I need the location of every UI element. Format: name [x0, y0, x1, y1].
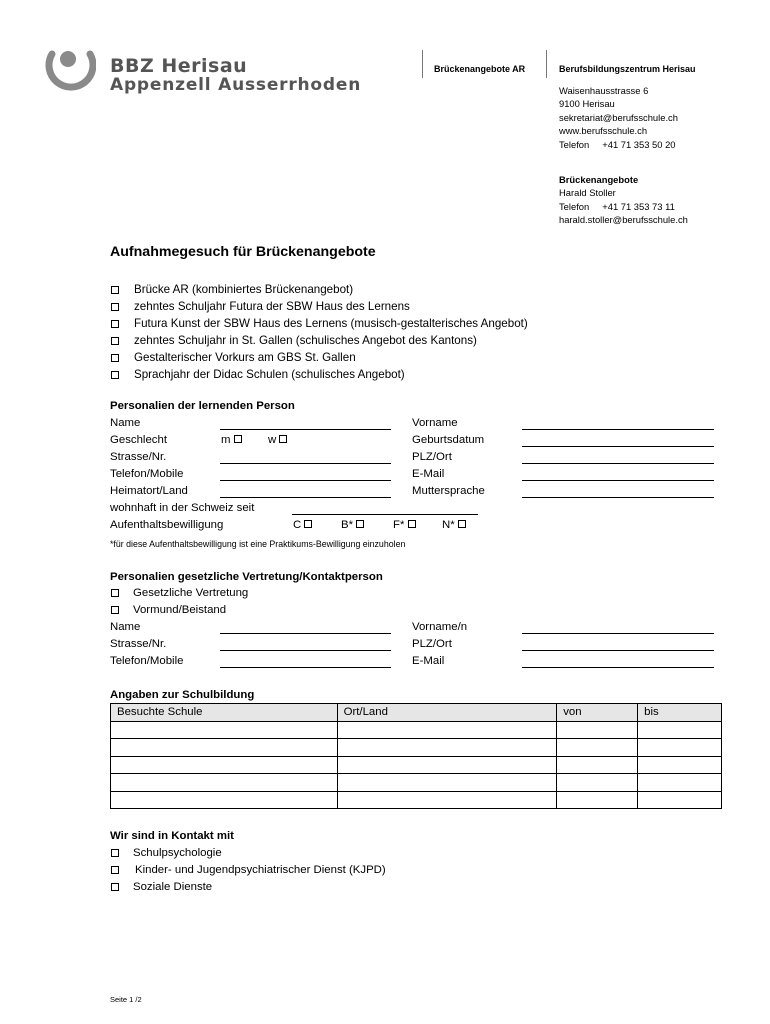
table-cell[interactable] — [337, 756, 557, 774]
address-phone: Telefon +41 71 353 50 20 — [559, 138, 676, 150]
program-options — [110, 281, 528, 383]
table-cell[interactable] — [557, 739, 638, 757]
geburtsdatum-field[interactable] — [522, 446, 714, 447]
table-header-row — [111, 704, 722, 722]
contact-name: Harald Stoller — [559, 187, 616, 199]
vorname-field[interactable] — [522, 429, 714, 430]
label-heimatort: Heimatort/Land — [110, 485, 188, 497]
email-field[interactable] — [522, 480, 714, 481]
option-soziale-dienste[interactable]: Soziale Dienste — [111, 881, 212, 893]
label-vorname: Vorname — [412, 417, 458, 429]
permit-b-option[interactable]: B* — [341, 519, 364, 531]
checkbox[interactable] — [279, 435, 287, 443]
permit-footnote: *für diese Aufenthaltsbewilligung ist eine Praktikums-Bewilligung einzuholen — [110, 539, 406, 549]
form-title: Aufnahmegesuch für Brückenangebote — [110, 244, 376, 260]
section-heading-guardian: Personalien gesetzliche Vertretung/Kontaktperson — [110, 571, 383, 583]
page-number: Seite 1 /2 — [110, 995, 142, 1004]
column-header: von — [557, 704, 638, 722]
header-divider — [422, 50, 423, 78]
table-cell[interactable] — [111, 791, 338, 809]
gender-w-option[interactable]: w — [268, 434, 287, 446]
address-line: 9100 Herisau — [559, 98, 615, 110]
table-cell[interactable] — [337, 774, 557, 792]
table-cell[interactable] — [337, 721, 557, 739]
checkbox[interactable] — [111, 883, 119, 891]
brand-region: Appenzell Ausserrhoden — [110, 75, 362, 95]
school-table — [110, 703, 722, 809]
heimatort-field[interactable] — [220, 497, 391, 498]
table-cell[interactable] — [337, 739, 557, 757]
permit-f-option[interactable]: F* — [393, 519, 416, 531]
wohnhaft-seit-field[interactable] — [292, 514, 478, 515]
label-guardian-strasse: Strasse/Nr. — [110, 638, 167, 650]
option-futura[interactable]: zehntes Schuljahr Futura der SBW Haus des Lernens — [110, 298, 528, 315]
table-row — [111, 756, 722, 774]
option-bruecke-ar[interactable]: Brücke AR (kombiniertes Brückenangebot) — [110, 281, 528, 298]
column-header: bis — [638, 704, 722, 722]
muttersprache-field[interactable] — [522, 497, 714, 498]
checkbox[interactable] — [111, 354, 119, 362]
table-cell[interactable] — [337, 791, 557, 809]
option-gesetzliche-vertretung[interactable]: Gesetzliche Vertretung — [111, 587, 248, 599]
guardian-strasse-field[interactable] — [220, 650, 391, 651]
label-wohnhaft-seit: wohnhaft in der Schweiz seit — [110, 502, 255, 514]
checkbox[interactable] — [111, 866, 119, 874]
telefon-field[interactable] — [220, 480, 391, 481]
table-cell[interactable] — [638, 756, 722, 774]
checkbox[interactable] — [111, 371, 119, 379]
label-plz-ort: PLZ/Ort — [412, 451, 452, 463]
column-header: Ort/Land — [337, 704, 557, 722]
option-sprachjahr[interactable]: Sprachjahr der Didac Schulen (schulisches Angebot) — [110, 366, 528, 383]
table-cell[interactable] — [557, 721, 638, 739]
table-row — [111, 774, 722, 792]
label-guardian-telefon: Telefon/Mobile — [110, 655, 184, 667]
address-web: www.berufsschule.ch — [559, 125, 648, 137]
name-field[interactable] — [220, 429, 391, 430]
table-cell[interactable] — [638, 791, 722, 809]
guardian-name-field[interactable] — [220, 633, 391, 634]
address-block — [559, 84, 678, 151]
department-name: Brückenangebote AR — [434, 64, 526, 74]
section-heading-contact: Wir sind in Kontakt mit — [110, 830, 234, 842]
option-futura-kunst[interactable]: Futura Kunst der SBW Haus des Lernens (musisch-gestalterisches Angebot) — [110, 315, 528, 332]
address-email: sekretariat@berufsschule.ch — [559, 111, 678, 123]
checkbox[interactable] — [111, 606, 119, 614]
table-cell[interactable] — [638, 774, 722, 792]
checkbox[interactable] — [458, 520, 466, 528]
table-row — [111, 739, 722, 757]
table-cell[interactable] — [111, 739, 338, 757]
table-cell[interactable] — [111, 756, 338, 774]
contact-email: harald.stoller@berufsschule.ch — [559, 214, 688, 226]
table-cell[interactable] — [557, 756, 638, 774]
table-cell[interactable] — [111, 721, 338, 739]
address-line: Waisenhausstrasse 6 — [559, 85, 649, 96]
checkbox[interactable] — [408, 520, 416, 528]
checkbox[interactable] — [111, 303, 119, 311]
section-heading-school: Angaben zur Schulbildung — [110, 689, 255, 701]
table-cell[interactable] — [638, 739, 722, 757]
guardian-email-field[interactable] — [522, 667, 714, 668]
label-muttersprache: Muttersprache — [412, 485, 485, 497]
header-divider — [546, 50, 547, 78]
strasse-field[interactable] — [220, 463, 391, 464]
checkbox[interactable] — [111, 849, 119, 857]
label-geburtsdatum: Geburtsdatum — [412, 434, 485, 446]
permit-c-option[interactable]: C — [293, 519, 312, 531]
label-email: E-Mail — [412, 468, 445, 480]
guardian-telefon-field[interactable] — [220, 667, 391, 668]
label-guardian-name: Name — [110, 621, 141, 633]
checkbox[interactable] — [356, 520, 364, 528]
column-header: Besuchte Schule — [111, 704, 338, 722]
option-st-gallen[interactable]: zehntes Schuljahr in St. Gallen (schulisches Angebot des Kantons) — [110, 332, 528, 349]
contact-title: Brückenangebote — [559, 174, 639, 185]
label-name: Name — [110, 417, 141, 429]
table-cell[interactable] — [111, 774, 338, 792]
option-kjpd[interactable]: Kinder- und Jugendpsychiatrischer Dienst (KJPD) — [111, 864, 386, 876]
contact-phone: Telefon +41 71 353 73 11 — [559, 200, 675, 212]
checkbox[interactable] — [111, 589, 119, 597]
table-cell[interactable] — [557, 774, 638, 792]
checkbox[interactable] — [304, 520, 312, 528]
organization-name: Berufsbildungszentrum Herisau — [559, 64, 696, 74]
guardian-plz-ort-field[interactable] — [522, 650, 714, 651]
option-vormund[interactable]: Vormund/Beistand — [111, 604, 226, 616]
gender-m-option[interactable]: m — [221, 434, 242, 446]
label-guardian-vorname: Vorname/n — [412, 621, 468, 633]
plz-ort-field[interactable] — [522, 463, 714, 464]
checkbox[interactable] — [111, 320, 119, 328]
section-heading-person: Personalien der lernenden Person — [110, 400, 295, 412]
checkbox[interactable] — [111, 286, 119, 294]
bbz-logo-icon — [44, 42, 96, 94]
table-cell[interactable] — [557, 791, 638, 809]
option-schulpsychologie[interactable]: Schulpsychologie — [111, 847, 222, 859]
label-telefon: Telefon/Mobile — [110, 468, 184, 480]
table-cell[interactable] — [638, 721, 722, 739]
label-guardian-email: E-Mail — [412, 655, 445, 667]
option-vorkurs[interactable]: Gestalterischer Vorkurs am GBS St. Gallen — [110, 349, 528, 366]
checkbox[interactable] — [234, 435, 242, 443]
guardian-vorname-field[interactable] — [522, 633, 714, 634]
table-row — [111, 791, 722, 809]
contact-block — [559, 173, 688, 227]
checkbox[interactable] — [111, 337, 119, 345]
label-guardian-plz-ort: PLZ/Ort — [412, 638, 452, 650]
table-row — [111, 721, 722, 739]
brand-name: BBZ Herisau — [110, 55, 248, 77]
label-geschlecht: Geschlecht — [110, 434, 167, 446]
permit-n-option[interactable]: N* — [442, 519, 466, 531]
label-aufenthaltsbewilligung: Aufenthaltsbewilligung — [110, 519, 224, 531]
label-strasse: Strasse/Nr. — [110, 451, 167, 463]
